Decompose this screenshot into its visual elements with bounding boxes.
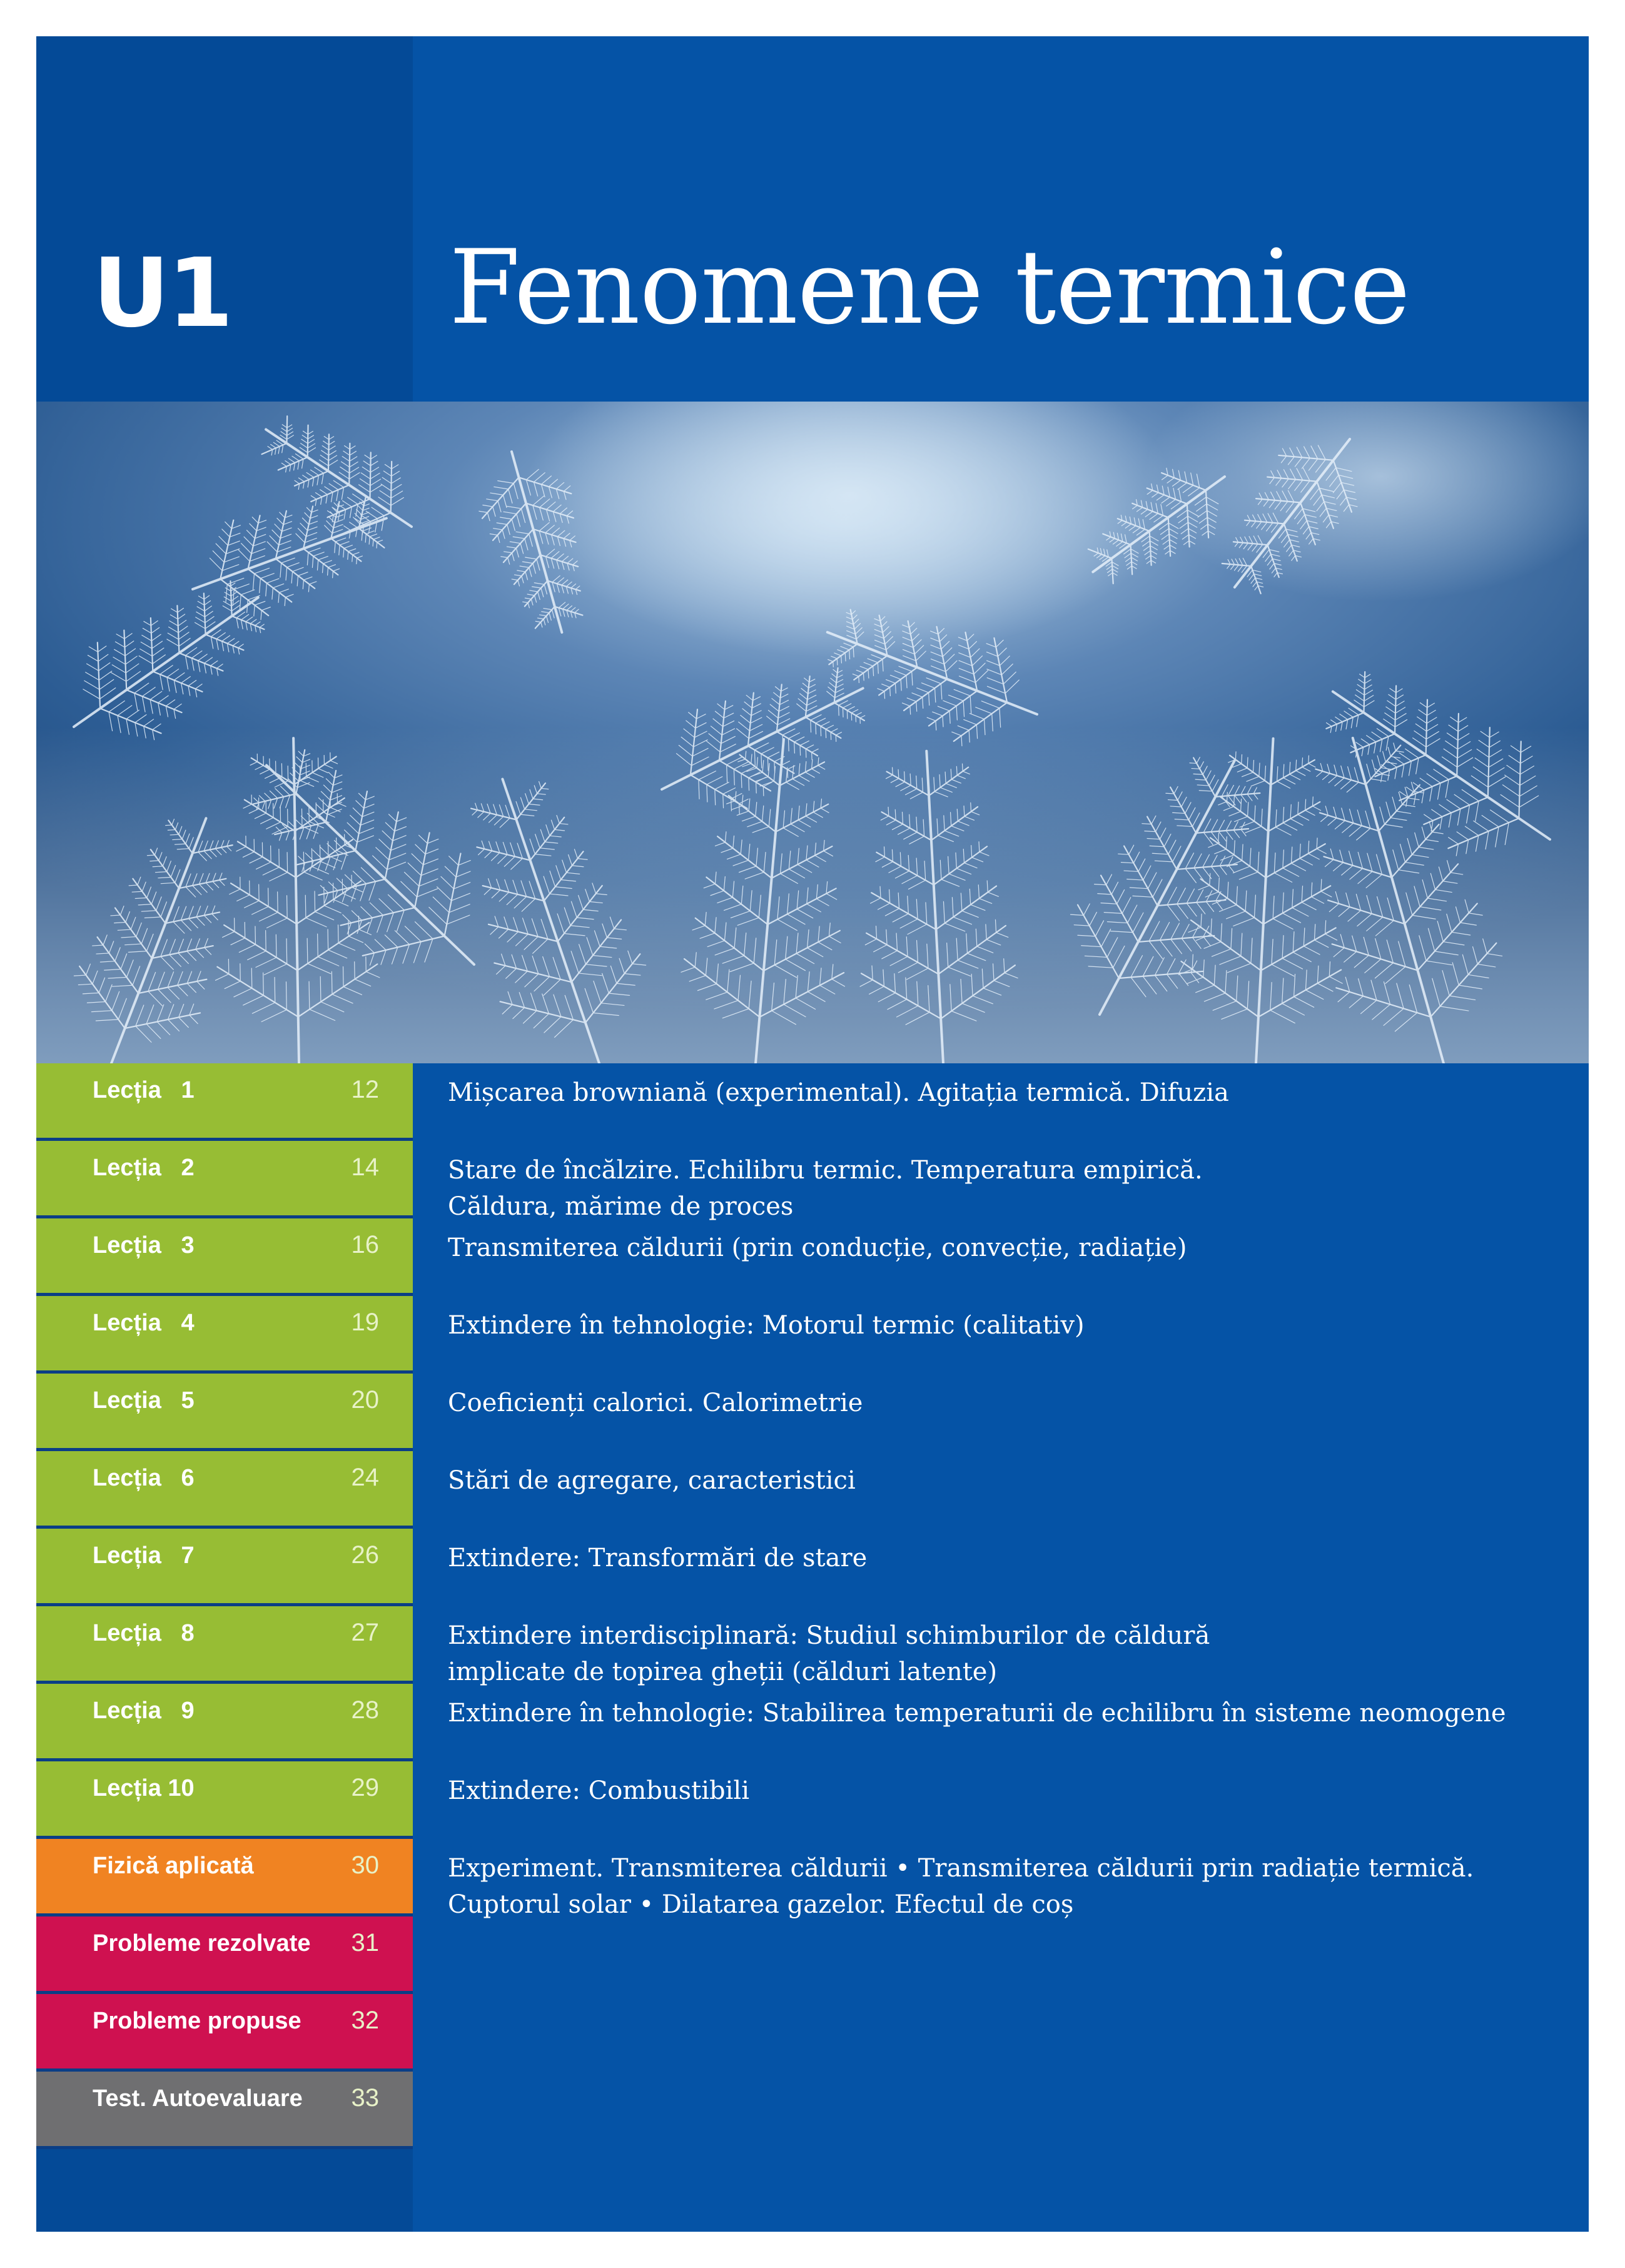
toc-label: Fizică aplicată [93,1853,254,1879]
toc-row[interactable] [36,1916,1589,1994]
toc-description [448,1385,1574,1421]
toc-label: Lecția 9 [93,1698,195,1724]
toc-label: Test. Autoevaluare [93,2085,303,2112]
toc-label: Probleme propuse [93,2008,301,2034]
toc-row[interactable] [36,2072,1589,2149]
toc-row[interactable] [36,1451,1589,1529]
toc-description-line: Extindere în tehnologie: Stabilirea temperaturii de echilibru în sisteme neomogene [448,1699,1506,1728]
toc-row[interactable] [36,1374,1589,1451]
toc-tab[interactable] [36,1296,413,1374]
toc-row[interactable] [36,1606,1589,1684]
toc-description [448,1152,1574,1225]
toc-description [448,1230,1574,1266]
toc-tab[interactable] [36,1141,413,1218]
unit-cover-page [36,36,1589,2232]
frost-crystals-image [36,402,1589,1063]
toc-tab[interactable] [36,1451,413,1529]
toc-page-number: 24 [351,1464,379,1491]
toc-page-number: 14 [351,1153,379,1181]
toc-tab[interactable] [36,1218,413,1296]
toc-tab[interactable] [36,1916,413,1994]
toc-label: Probleme rezolvate [93,1930,311,1957]
toc-row[interactable] [36,1218,1589,1296]
toc-tab[interactable] [36,1606,413,1684]
toc-description-line: Stare de încălzire. Echilibru termic. Temperatura empirică. [448,1156,1203,1185]
toc-page-number: 30 [351,1851,379,1879]
toc-row[interactable] [36,1761,1589,1839]
toc-page-number: 12 [351,1076,379,1103]
toc-label: Lecția 2 [93,1155,195,1181]
toc-description-line: Mișcarea browniană (experimental). Agitația termică. Difuzia [448,1078,1229,1107]
toc-description [448,1850,1574,1923]
toc-label: Lecția 5 [93,1387,195,1414]
toc-page-number: 31 [351,1929,379,1957]
toc-description [448,1462,1574,1499]
toc-row[interactable] [36,1994,1589,2072]
toc-description [448,1617,1574,1690]
toc-row[interactable] [36,1684,1589,1761]
toc-page-number: 19 [351,1309,379,1336]
toc-page-number: 29 [351,1774,379,1801]
toc-label: Lecția 10 [93,1775,195,1801]
toc-page-number: 16 [351,1231,379,1258]
toc-tab[interactable] [36,1529,413,1606]
toc-description-line: Extindere în tehnologie: Motorul termic (calitativ) [448,1311,1085,1340]
toc-tab[interactable] [36,2072,413,2149]
unit-code: U1 [93,238,231,348]
toc-description-line: Extindere: Combustibili [448,1776,750,1805]
toc-page-number: 28 [351,1696,379,1724]
toc-description-line: Coeficienți calorici. Calorimetrie [448,1389,863,1417]
toc-description [448,1075,1574,1111]
toc-tab[interactable] [36,1374,413,1451]
toc-tab[interactable] [36,1684,413,1761]
toc-description-line: Experiment. Transmiterea căldurii • Transmiterea căldurii prin radiație termică. [448,1854,1474,1883]
toc-description-line: Căldura, mărime de proces [448,1192,794,1221]
toc-description-line: Extindere: Transformări de stare [448,1544,868,1572]
toc-page-number: 32 [351,2007,379,2034]
toc-description-line: Stări de agregare, caracteristici [448,1466,856,1495]
toc-tab[interactable] [36,1761,413,1839]
toc-description-line: implicate de topirea gheții (călduri latente) [448,1658,998,1686]
toc-row[interactable] [36,1529,1589,1606]
toc-description-line: Extindere interdisciplinară: Studiul schimburilor de căldură [448,1621,1210,1650]
toc-label: Lecția 4 [93,1310,195,1336]
toc-description-line: Cuptorul solar • Dilatarea gazelor. Efectul de coș [448,1890,1074,1919]
toc-description-line: Transmiterea căldurii (prin conducție, convecție, radiație) [448,1233,1187,1262]
frost-crystals-icon [36,402,1589,1063]
toc-label: Lecția 1 [93,1077,195,1103]
toc-label: Lecția 3 [93,1232,195,1258]
toc-row[interactable] [36,1296,1589,1374]
toc-page-number: 33 [351,2084,379,2112]
toc-description [448,1307,1574,1344]
toc-description [448,1540,1574,1576]
toc-tab[interactable] [36,1063,413,1141]
toc-page-number: 26 [351,1541,379,1569]
toc-description [448,1695,1574,1731]
toc-page-number: 20 [351,1386,379,1414]
toc-row[interactable] [36,1063,1589,1141]
toc-tab[interactable] [36,1839,413,1916]
toc-description [448,1773,1574,1809]
toc-label: Lecția 7 [93,1542,195,1569]
toc-tab[interactable] [36,1994,413,2072]
unit-title: Fenomene termice [449,228,1410,347]
toc-label: Lecția 6 [93,1465,195,1491]
toc-row[interactable] [36,1839,1589,1919]
toc-row[interactable] [36,1141,1589,1221]
toc-label: Lecția 8 [93,1620,195,1646]
toc-page-number: 27 [351,1619,379,1646]
